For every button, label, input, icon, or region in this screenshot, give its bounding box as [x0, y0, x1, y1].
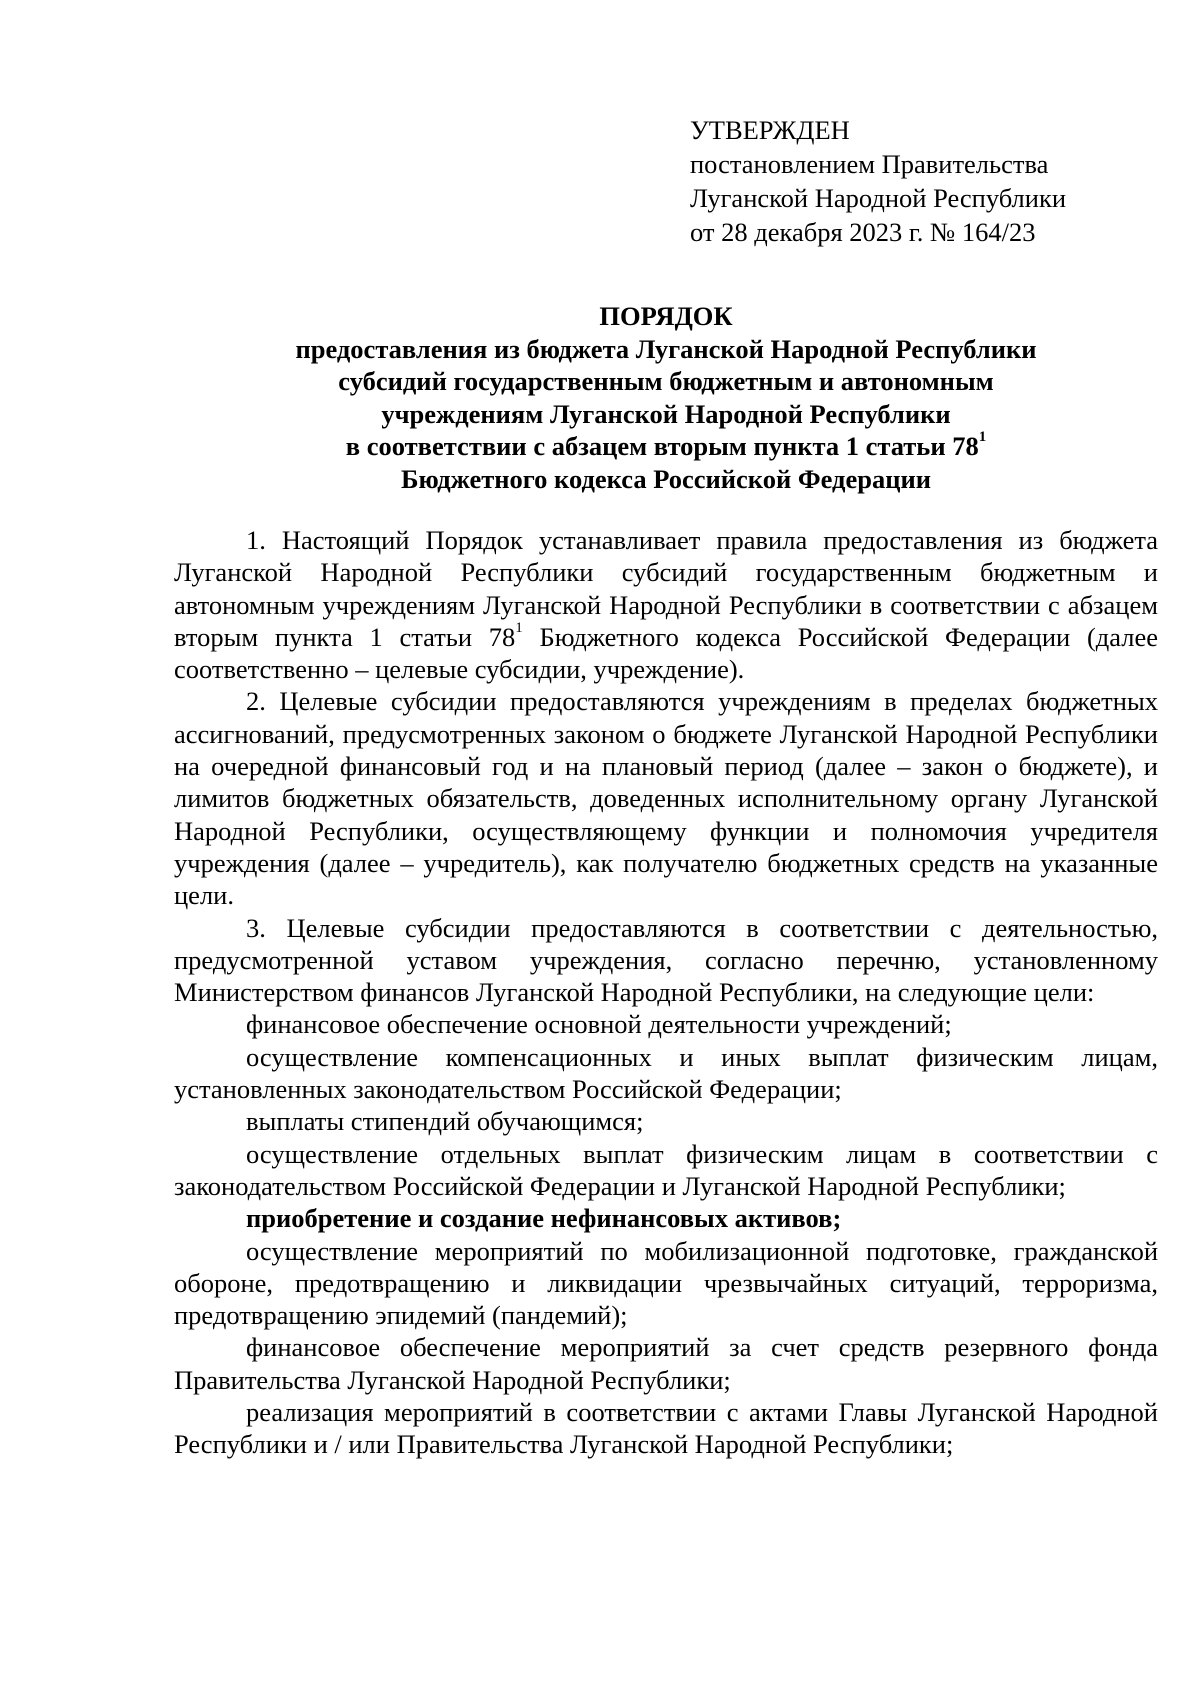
paragraph-1-text-a: 1. Настоящий Порядок устанавливает правила предоставления из бюджета Луганской Народной Республики субсидий государственным бюджетным и автономным учреждениям Луганской Народной Республики в соответствии с абзацем вторым пункта 1 статьи 78: [174, 525, 1158, 652]
list-item-4: осуществление отдельных выплат физическим лицам в соответствии с законодательством Российской Федерации и Луганской Народной Республики;: [174, 1138, 1158, 1201]
approval-status: УТВЕРЖДЕН: [690, 115, 850, 145]
list-item-5: приобретение и создание нефинансовых активов;: [246, 1203, 842, 1234]
document-title: [175, 300, 1157, 495]
approval-stamp: [690, 113, 1066, 249]
list-item-7: финансовое обеспечение мероприятий за счет средств резервного фонда Правительства Луганской Народной Республики;: [174, 1332, 1158, 1395]
paragraph-3: 3. Целевые субсидии предоставляются в соответствии с деятельностью, предусмотренной уставом учреждения, согласно перечню, установленному Министерством финансов Луганской Народной Республики, на следующие цели:: [174, 912, 1158, 1008]
document-body: [174, 524, 1158, 1461]
title-line-4-superscript: 1: [978, 429, 987, 446]
title-line-2: субсидий государственным бюджетным и автономным: [338, 366, 994, 396]
paragraph-2: 2. Целевые субсидии предоставляются учреждениям в пределах бюджетных ассигнований, предусмотренных законом о бюджете Луганской Народной Республики на очередной финансовый год и на плановый период (далее – закон о бюджете), и лимитов бюджетных обязательств, доведенных исполнительному органу Луганской Народной Республики, осуществляющему функции и полномочия учредителя учреждения (далее – учредитель), как получателю бюджетных средств на указанные цели.: [174, 686, 1158, 911]
title-line-1: предоставления из бюджета Луганской Народной Республики: [295, 333, 1037, 364]
title-line-4-text: в соответствии с абзацем вторым пункта 1 статьи 78: [345, 431, 979, 461]
title-main: ПОРЯДОК: [599, 301, 733, 331]
approval-authority: постановлением Правительства: [690, 149, 1049, 179]
paragraph-1-text-b: Бюджетного кодекса Российской Федерации (далее соответственно – целевые субсидии, учреждение).: [174, 621, 1158, 685]
approval-date-number: от 28 декабря 2023 г. № 164/23: [690, 217, 1036, 247]
list-item-1: финансовое обеспечение основной деятельности учреждений;: [246, 1009, 952, 1040]
paragraph-1-superscript: 1: [515, 620, 523, 637]
list-item-8: реализация мероприятий в соответствии с актами Главы Луганской Народной Республики и / или Правительства Луганской Народной Республики;: [174, 1397, 1158, 1460]
paragraph-1: [174, 524, 1158, 685]
list-item-3: выплаты стипендий обучающимся;: [246, 1106, 644, 1137]
title-line-3: учреждениям Луганской Народной Республики: [381, 398, 951, 429]
title-line-4: [175, 430, 1157, 463]
title-line-5: Бюджетного кодекса Российской Федерации: [400, 463, 931, 494]
approval-government: Луганской Народной Республики: [690, 183, 1067, 213]
list-item-2: осуществление компенсационных и иных выплат физическим лицам, установленных законодательством Российской Федерации;: [174, 1041, 1158, 1105]
list-item-6: осуществление мероприятий по мобилизационной подготовке, гражданской обороне, предотвращению и ликвидации чрезвычайных ситуаций, терроризма, предотвращению эпидемий (пандемий);: [174, 1235, 1158, 1331]
